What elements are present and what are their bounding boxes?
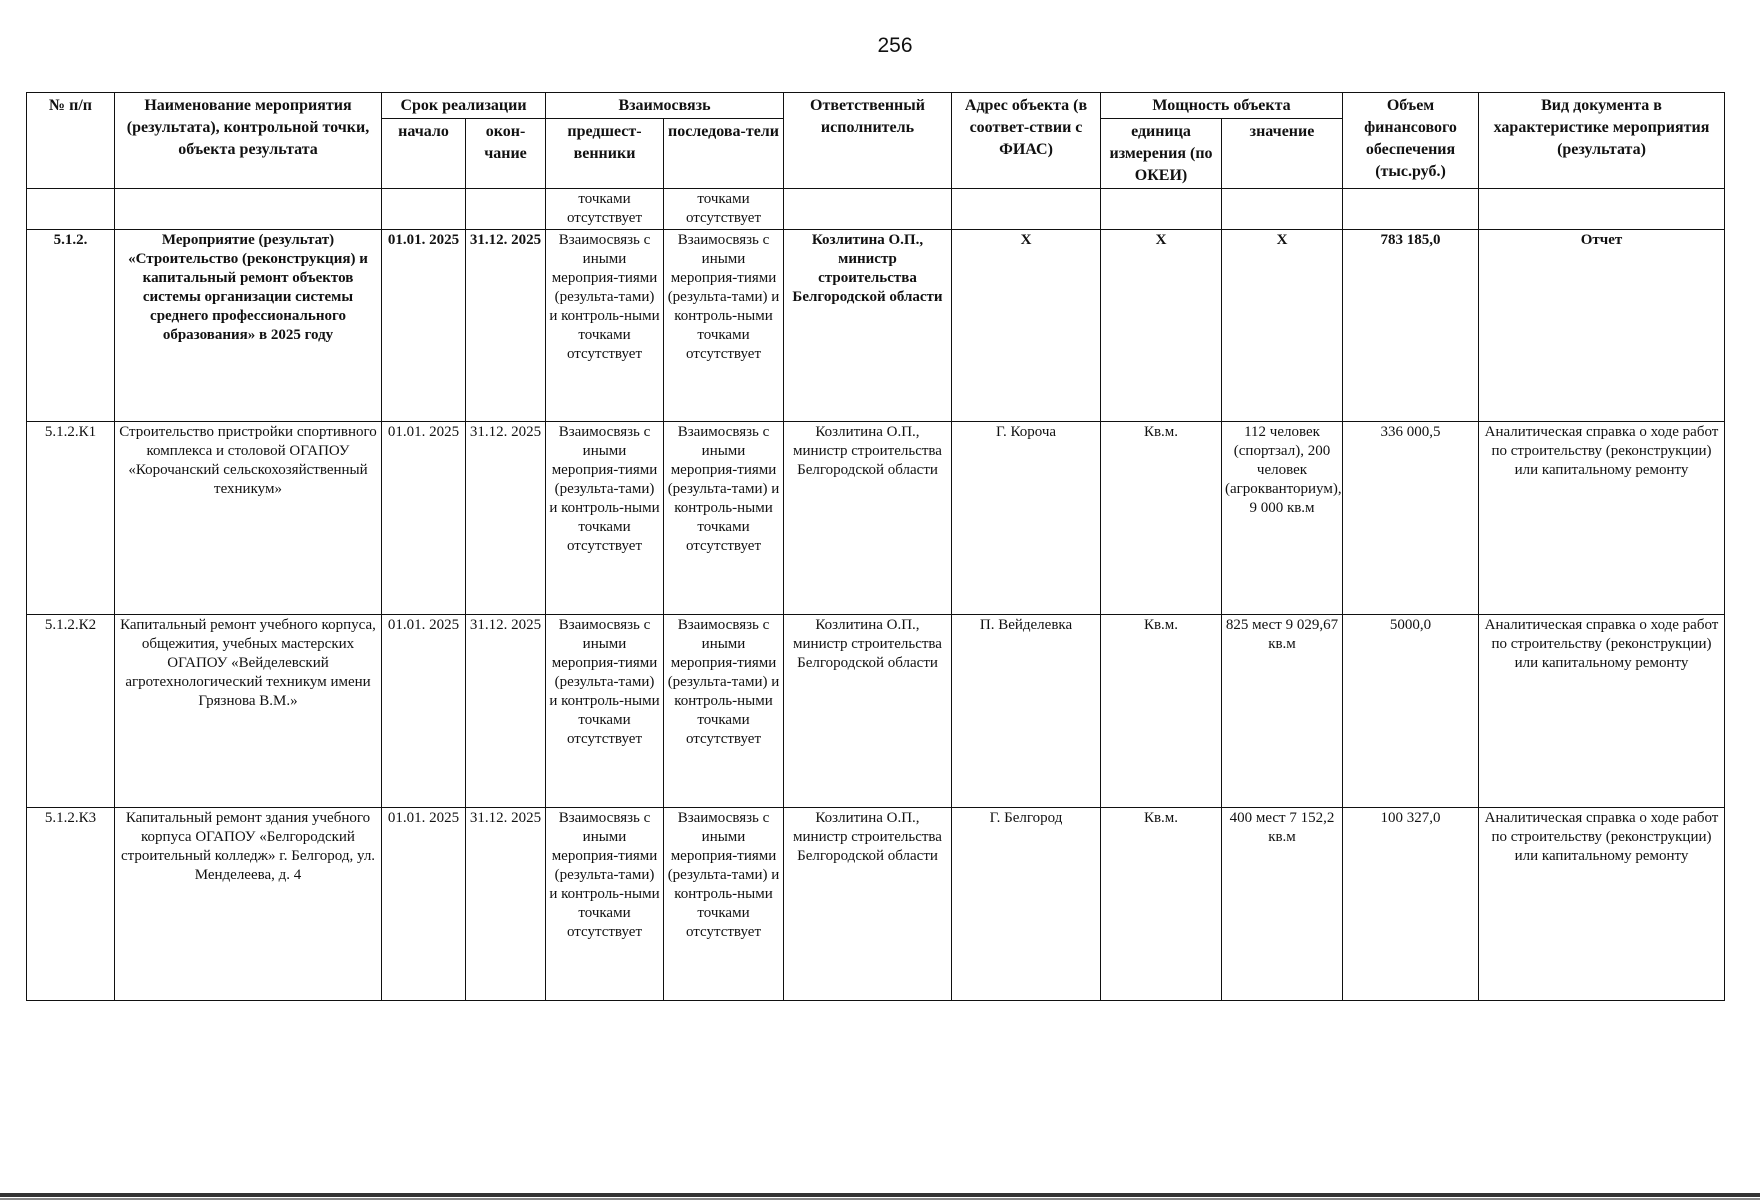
header-period-start: начало [382,119,466,189]
row-name: Капитальный ремонт здания учебного корпуса ОГАПОУ «Белгородский строительный колледж» г. Белгород, ул. Менделеева, д. 4 [115,808,382,1001]
row-start: 01.01. 2025 [382,422,466,615]
row-next: Взаимосвязь с иными мероприя-тиями (результа-тами) и контроль-ными точками отсутствует [664,615,784,808]
header-capacity-value: значение [1222,119,1343,189]
row-num: 5.1.2. [27,230,115,422]
header-address: Адрес объекта (в соответ-ствии с ФИАС) [952,93,1101,189]
row-executor: Козлитина О.П., министр строительства Белгородской области [784,808,952,1001]
row-end: 31.12. 2025 [466,422,546,615]
row-prev: Взаимосвязь с иными мероприя-тиями (результа-тами) и контроль-ными точками отсутствует [546,615,664,808]
table-row [27,230,1725,422]
header-relation-prev: предшест-венники [546,119,664,189]
header-row-1 [27,93,1725,119]
row-unit: Кв.м. [1101,808,1222,1001]
row-end: 31.12. 2025 [466,808,546,1001]
row-name: Строительство пристройки спортивного комплекса и столовой ОГАПОУ «Корочанский сельскохозяйственный техникум» [115,422,382,615]
cont-prev: точками отсутствует [546,189,664,230]
header-period: Срок реализации [382,93,546,119]
header-finance: Объем финансового обеспечения (тыс.руб.) [1343,93,1479,189]
cont-cell [784,189,952,230]
row-end: 31.12. 2025 [466,615,546,808]
cont-next: точками отсутствует [664,189,784,230]
table-row [27,422,1725,615]
row-next: Взаимосвязь с иными мероприя-тиями (результа-тами) и контроль-ными точками отсутствует [664,422,784,615]
header-executor: Ответственный исполнитель [784,93,952,189]
table-row [27,615,1725,808]
table-row [27,808,1725,1001]
row-unit: Кв.м. [1101,422,1222,615]
row-next: Взаимосвязь с иными мероприя-тиями (результа-тами) и контроль-ными точками отсутствует [664,808,784,1001]
row-unit: Кв.м. [1101,615,1222,808]
cont-cell [115,189,382,230]
row-finance: 336 000,5 [1343,422,1479,615]
row-address: Г. Белгород [952,808,1101,1001]
header-capacity-unit: единица измерения (по ОКЕИ) [1101,119,1222,189]
row-doc: Аналитическая справка о ходе работ по строительству (реконструкции) или капитальному ремонту [1479,615,1725,808]
row-finance: 783 185,0 [1343,230,1479,422]
row-doc: Аналитическая справка о ходе работ по строительству (реконструкции) или капитальному ремонту [1479,808,1725,1001]
row-start: 01.01. 2025 [382,230,466,422]
row-doc: Отчет [1479,230,1725,422]
header-doc-type: Вид документа в характеристике мероприятия (результата) [1479,93,1725,189]
header-relation: Взаимосвязь [546,93,784,119]
row-next: Взаимосвязь с иными мероприя-тиями (результа-тами) и контроль-ными точками отсутствует [664,230,784,422]
row-end: 31.12. 2025 [466,230,546,422]
row-value: Х [1222,230,1343,422]
row-name: Капитальный ремонт учебного корпуса, общежития, учебных мастерских ОГАПОУ «Вейделевский агротехнологический техникум имени Грязнова В.М.» [115,615,382,808]
cont-cell [382,189,466,230]
row-start: 01.01. 2025 [382,615,466,808]
row-prev: Взаимосвязь с иными мероприя-тиями (результа-тами) и контроль-ными точками отсутствует [546,808,664,1001]
row-num: 5.1.2.К3 [27,808,115,1001]
row-unit: Х [1101,230,1222,422]
row-value: 112 человек (спортзал), 200 человек (агрокванториум), 9 000 кв.м [1222,422,1343,615]
row-name: Мероприятие (результат) «Строительство (реконструкция) и капитальный ремонт объектов системы организации системы среднего профессионального образования» в 2025 году [115,230,382,422]
row-executor: Козлитина О.П., министр строительства Белгородской области [784,422,952,615]
row-finance: 100 327,0 [1343,808,1479,1001]
cont-cell [1222,189,1343,230]
plan-table [26,92,1725,1001]
cont-cell [466,189,546,230]
row-prev: Взаимосвязь с иными мероприя-тиями (результа-тами) и контроль-ными точками отсутствует [546,422,664,615]
bottom-rule [0,1193,1760,1197]
continuation-row [27,189,1725,230]
header-name: Наименование мероприятия (результата), контрольной точки, объекта результата [115,93,382,189]
cont-cell [1479,189,1725,230]
row-start: 01.01. 2025 [382,808,466,1001]
cont-cell [952,189,1101,230]
header-capacity: Мощность объекта [1101,93,1343,119]
row-num: 5.1.2.К1 [27,422,115,615]
row-address: Х [952,230,1101,422]
header-relation-next: последова-тели [664,119,784,189]
header-period-end: окон-чание [466,119,546,189]
row-value: 400 мест 7 152,2 кв.м [1222,808,1343,1001]
row-executor: Козлитина О.П., министр строительства Белгородской области [784,615,952,808]
row-doc: Аналитическая справка о ходе работ по строительству (реконструкции) или капитальному ремонту [1479,422,1725,615]
row-address: Г. Короча [952,422,1101,615]
row-address: П. Вейделевка [952,615,1101,808]
page-number: 256 [877,34,913,57]
row-executor: Козлитина О.П., министр строительства Белгородской области [784,230,952,422]
header-num: № п/п [27,93,115,189]
row-num: 5.1.2.К2 [27,615,115,808]
cont-cell [1343,189,1479,230]
row-value: 825 мест 9 029,67 кв.м [1222,615,1343,808]
row-prev: Взаимосвязь с иными мероприя-тиями (результа-тами) и контроль-ными точками отсутствует [546,230,664,422]
cont-cell [1101,189,1222,230]
row-finance: 5000,0 [1343,615,1479,808]
cont-cell [27,189,115,230]
